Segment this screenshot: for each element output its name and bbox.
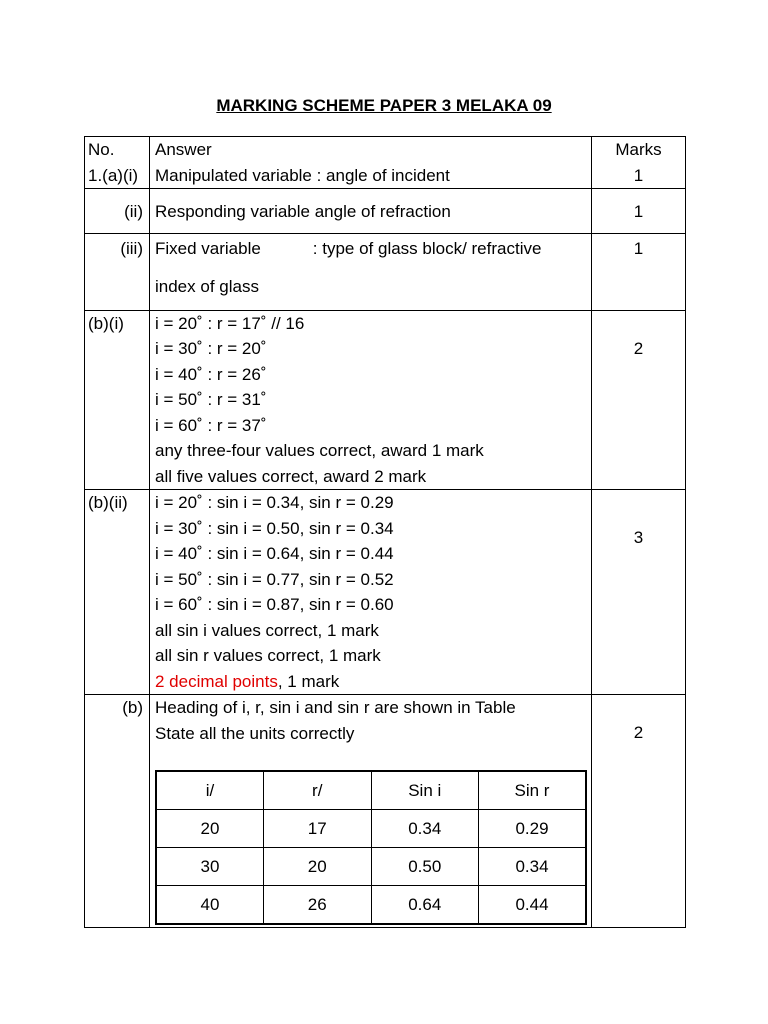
answer-line: i = 20˚ : r = 17˚ // 16 — [155, 313, 305, 333]
results-cell: 17 — [264, 810, 372, 848]
results-cell: 0.44 — [479, 886, 587, 925]
column-header: Sin r — [479, 771, 587, 810]
marks-cell — [592, 695, 686, 928]
header-answer: Answer — [155, 140, 212, 159]
results-cell: 0.29 — [479, 810, 587, 848]
question-number: (iii) — [85, 233, 150, 310]
answer-text: Responding variable angle of refraction — [150, 189, 592, 234]
question-number: (b)(i) — [85, 310, 150, 490]
column-header: i/ — [156, 771, 264, 810]
marks-value: 1 — [592, 189, 686, 234]
results-cell: 0.34 — [371, 810, 479, 848]
table-row — [85, 189, 686, 234]
results-cell: 0.34 — [479, 848, 587, 886]
question-number-cell — [85, 137, 150, 189]
answer-line: all five values correct, award 2 mark — [155, 466, 427, 486]
answer-cell — [150, 490, 592, 695]
answer-cell — [150, 695, 592, 928]
answer-line: i = 50˚ : r = 31˚ — [155, 390, 267, 409]
results-cell: 30 — [156, 848, 264, 886]
answer-line: i = 50˚ : sin i = 0.77, sin r = 0.52 — [155, 569, 394, 589]
question-number: (ii) — [85, 189, 150, 234]
answer-cell — [150, 137, 592, 189]
column-header: Sin i — [371, 771, 479, 810]
results-cell: 40 — [156, 886, 264, 925]
page-title: MARKING SCHEME PAPER 3 MELAKA 09 — [216, 96, 552, 115]
highlight-text: 2 decimal points — [155, 671, 278, 691]
answer-line: i = 40˚ : sin i = 0.64, sin r = 0.44 — [155, 544, 394, 563]
answer-line: Heading of i, r, sin i and sin r are shown in Table — [155, 698, 516, 717]
answer-line: i = 40˚ : r = 26˚ — [155, 364, 267, 384]
table-row — [85, 233, 686, 310]
answer-cell — [150, 233, 592, 310]
marks-value: 1 — [633, 165, 644, 185]
answer-line: all sin i values correct, 1 mark — [155, 620, 379, 640]
answer-line: i = 20˚ : sin i = 0.34, sin r = 0.29 — [155, 493, 394, 512]
answer-line: i = 60˚ : r = 37˚ — [155, 415, 267, 435]
marks-value: 1 — [592, 233, 686, 310]
answer-text: index of glass — [155, 277, 259, 296]
answer-line: all sin r values correct, 1 mark — [155, 646, 381, 665]
table-row — [85, 695, 686, 928]
results-row — [156, 810, 586, 848]
answer-suffix: , 1 mark — [277, 671, 340, 691]
results-cell: 0.64 — [371, 886, 479, 925]
header-marks: Marks — [615, 140, 662, 159]
answer-text: Fixed variable : type of glass block/ refractive — [155, 238, 542, 258]
header-no: No. — [88, 140, 115, 159]
results-row — [156, 886, 586, 925]
answer-line: i = 30˚ : r = 20˚ — [155, 339, 267, 358]
answer-line — [155, 669, 591, 695]
table-row — [85, 310, 686, 490]
marks-value: 3 — [633, 528, 644, 547]
answer-cell — [150, 310, 592, 490]
results-header-row — [156, 771, 586, 810]
results-cell: 26 — [264, 886, 372, 925]
answer-line: any three-four values correct, award 1 mark — [155, 441, 484, 460]
results-row — [156, 848, 586, 886]
marks-cell — [592, 137, 686, 189]
question-number: (b) — [85, 695, 150, 928]
column-header: r/ — [264, 771, 372, 810]
marks-value: 2 — [633, 338, 644, 358]
answer-text: Manipulated variable : angle of incident — [155, 165, 450, 185]
question-number: 1.(a)(i) — [88, 165, 139, 185]
marks-cell — [592, 490, 686, 695]
results-cell: 20 — [156, 810, 264, 848]
marks-value: 2 — [633, 723, 644, 742]
answer-line: State all the units correctly — [155, 723, 355, 743]
results-cell: 0.50 — [371, 848, 479, 886]
answer-line: i = 30˚ : sin i = 0.50, sin r = 0.34 — [155, 518, 394, 538]
results-table — [155, 770, 587, 925]
results-cell: 20 — [264, 848, 372, 886]
table-row — [85, 490, 686, 695]
question-number: (b)(ii) — [85, 490, 150, 695]
answer-line: i = 60˚ : sin i = 0.87, sin r = 0.60 — [155, 595, 394, 614]
marking-scheme-table — [84, 136, 686, 928]
marks-cell — [592, 310, 686, 490]
table-row — [85, 137, 686, 189]
